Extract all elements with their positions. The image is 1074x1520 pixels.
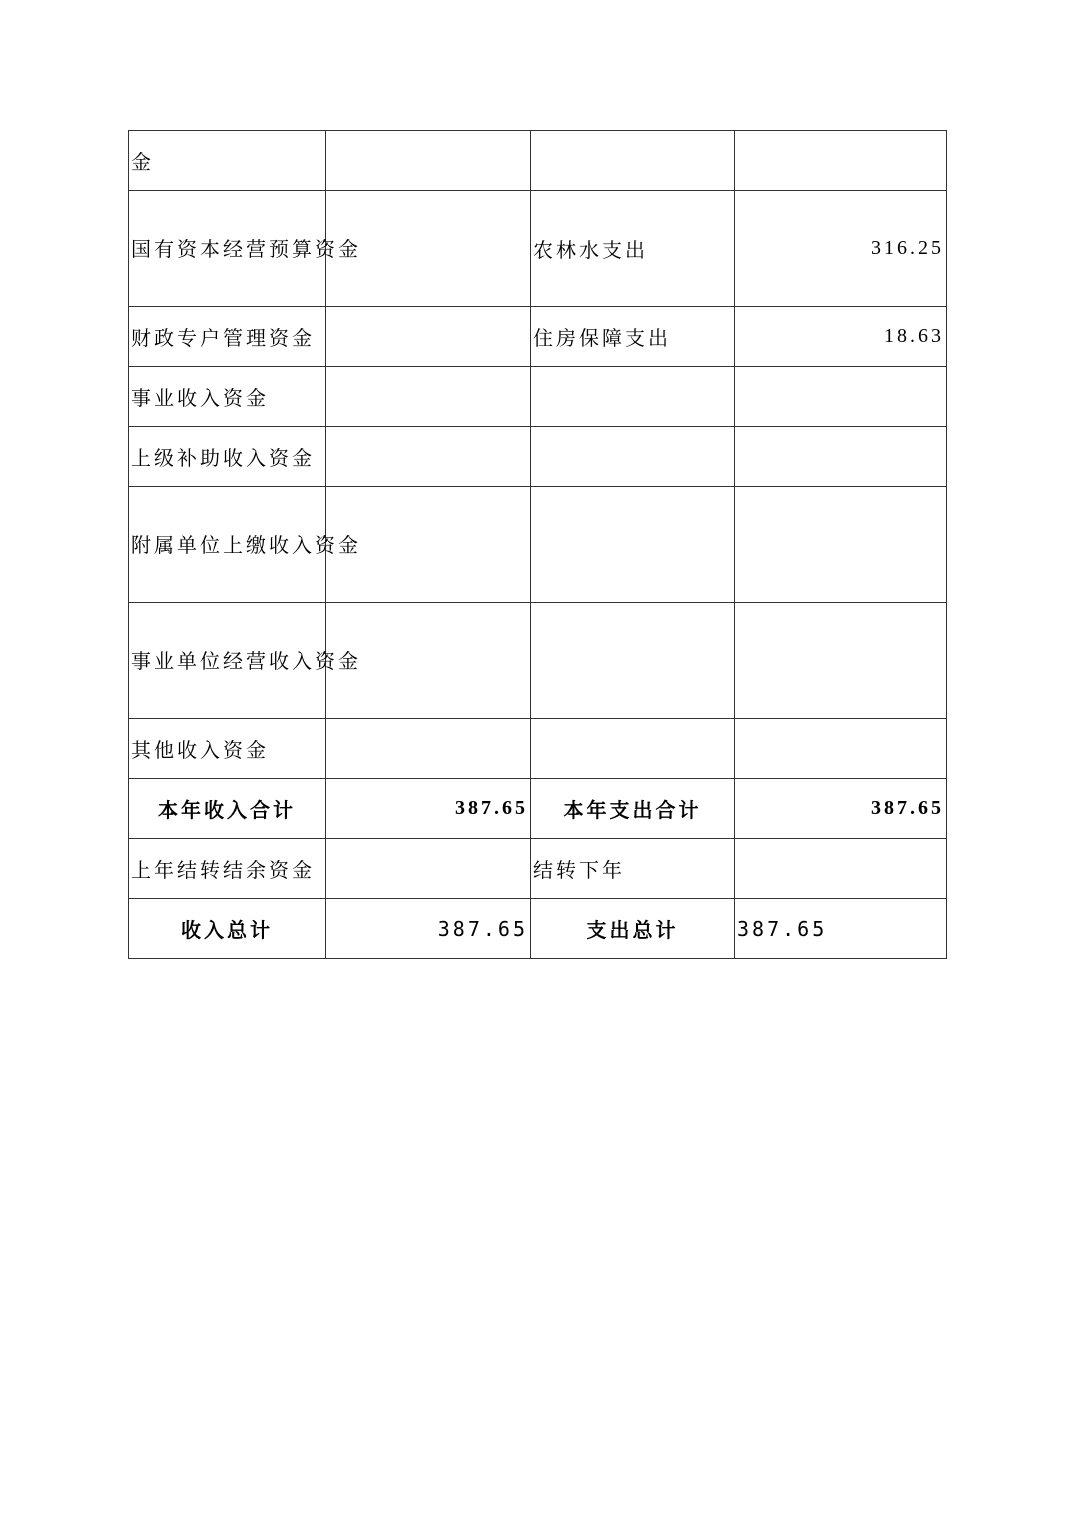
income-item-cell: 国有资本经营预算资金 [129, 191, 326, 307]
table-row [129, 131, 947, 191]
income-item-cell: 财政专户管理资金 [129, 307, 326, 367]
total-row [129, 899, 947, 959]
expense-item-cell: 农林水支出 [531, 191, 735, 307]
expense-carryover-label: 结转下年 [531, 839, 735, 899]
subtotal-row [129, 779, 947, 839]
expense-amount-cell [735, 487, 947, 603]
income-item-cell: 金 [129, 131, 326, 191]
table-row [129, 719, 947, 779]
expense-total-label: 支出总计 [531, 899, 735, 959]
expense-total-amount: 387.65 [735, 899, 947, 959]
income-item-cell: 事业收入资金 [129, 367, 326, 427]
income-total-amount: 387.65 [326, 899, 531, 959]
table-row [129, 191, 947, 307]
income-subtotal-label: 本年收入合计 [129, 779, 326, 839]
income-amount-cell [326, 719, 531, 779]
table-row [129, 487, 947, 603]
income-carryover-label: 上年结转结余资金 [129, 839, 326, 899]
income-amount-cell [326, 367, 531, 427]
expense-amount-cell [735, 719, 947, 779]
income-item-cell: 上级补助收入资金 [129, 427, 326, 487]
expense-item-cell [531, 603, 735, 719]
expense-subtotal-label: 本年支出合计 [531, 779, 735, 839]
income-carryover-amount [326, 839, 531, 899]
expense-subtotal-amount: 387.65 [735, 779, 947, 839]
table-row [129, 307, 947, 367]
expense-amount-cell: 18.63 [735, 307, 947, 367]
expense-carryover-amount [735, 839, 947, 899]
expense-item-cell [531, 487, 735, 603]
carryover-row [129, 839, 947, 899]
table-row [129, 427, 947, 487]
budget-table [128, 130, 947, 959]
income-item-cell: 事业单位经营收入资金 [129, 603, 326, 719]
expense-amount-cell: 316.25 [735, 191, 947, 307]
income-amount-cell [326, 131, 531, 191]
expense-item-cell [531, 131, 735, 191]
expense-amount-cell [735, 603, 947, 719]
expense-amount-cell [735, 131, 947, 191]
income-amount-cell [326, 307, 531, 367]
expense-item-cell: 住房保障支出 [531, 307, 735, 367]
income-subtotal-amount: 387.65 [326, 779, 531, 839]
income-total-label: 收入总计 [129, 899, 326, 959]
income-amount-cell [326, 427, 531, 487]
expense-amount-cell [735, 367, 947, 427]
expense-item-cell [531, 427, 735, 487]
table-row [129, 603, 947, 719]
expense-amount-cell [735, 427, 947, 487]
income-item-cell: 附属单位上缴收入资金 [129, 487, 326, 603]
income-item-cell: 其他收入资金 [129, 719, 326, 779]
expense-item-cell [531, 719, 735, 779]
table-row [129, 367, 947, 427]
expense-item-cell [531, 367, 735, 427]
